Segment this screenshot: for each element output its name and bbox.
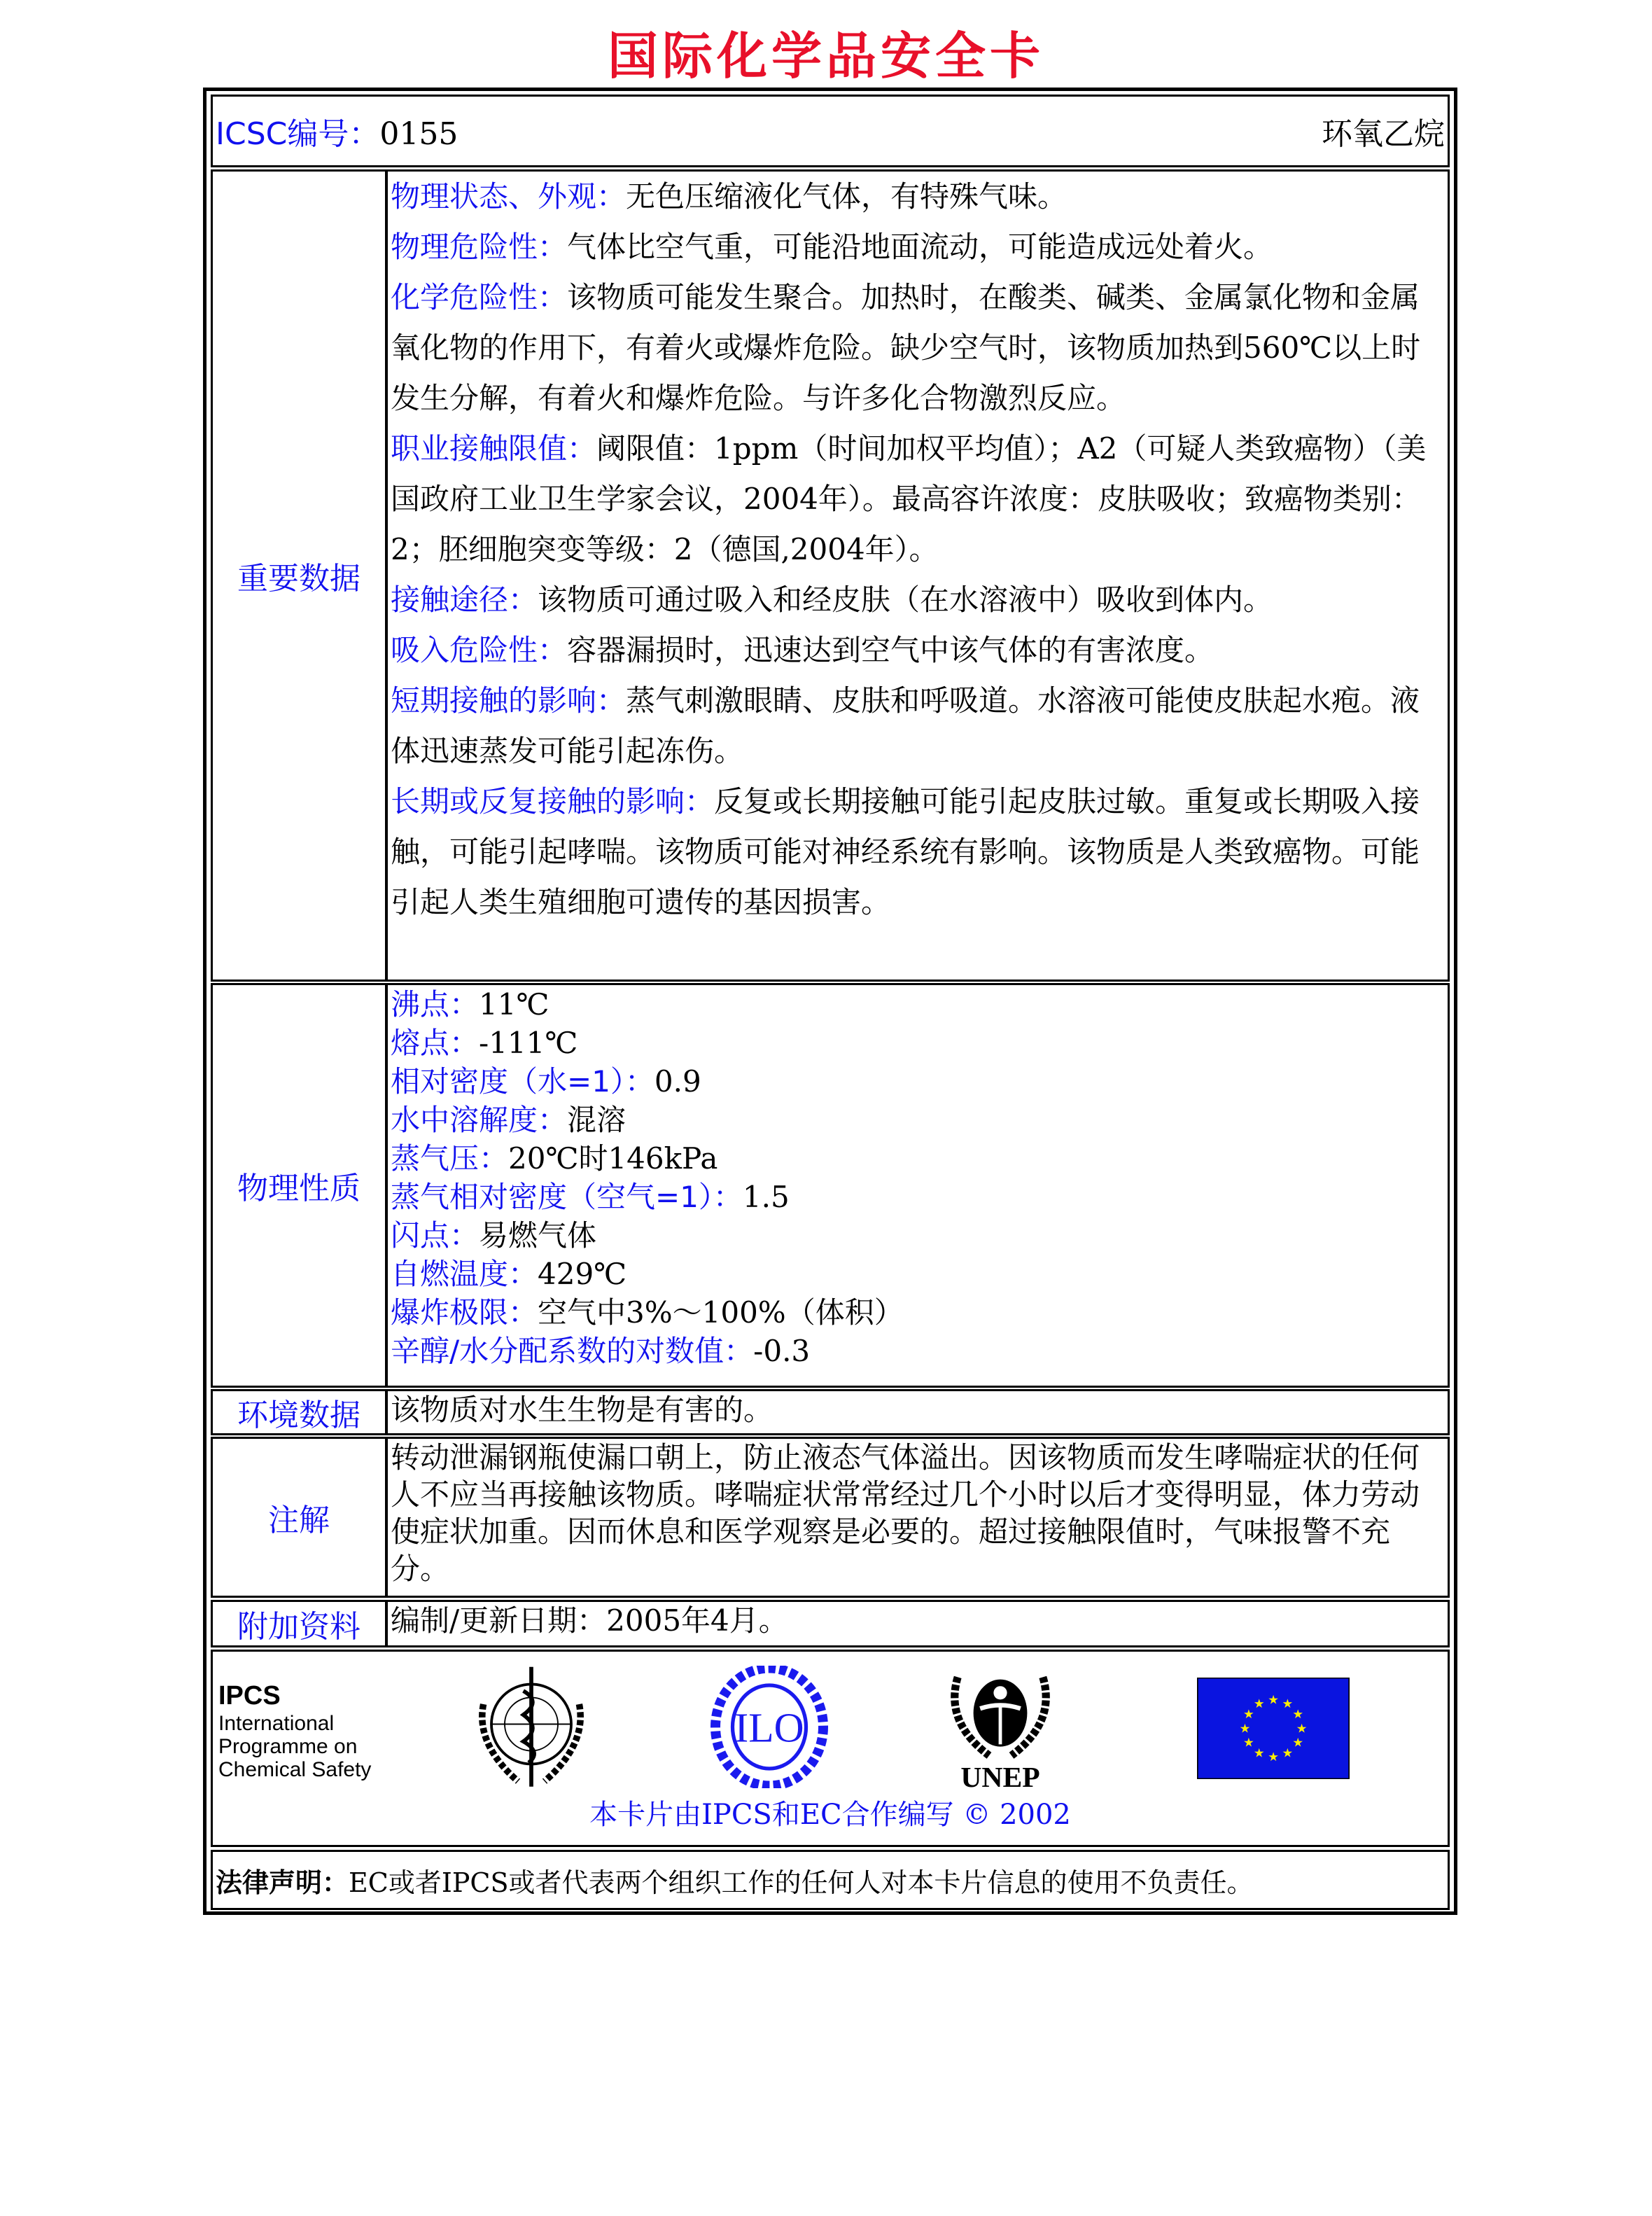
property-key: 物理状态、外观： <box>391 179 626 214</box>
notes-label: 注解 <box>213 1439 388 1596</box>
chemical-safety-card <box>203 88 1457 1915</box>
property-value: 反复或长期接触可能引起皮肤过敏。重复或长期吸入接触，可能引起哮喘。该物质可能对神经系统有影响。该物质是人类致癌物。可能引起人类生殖细胞可遗传的基因损害。 <box>391 784 1420 919</box>
property-value: -0.3 <box>753 1334 811 1368</box>
icsc-number <box>216 109 458 153</box>
property-key: 蒸气压： <box>391 1141 509 1176</box>
property-item <box>391 424 1448 575</box>
property-item <box>391 575 1448 625</box>
property-value: 空气中3%～100%（体积） <box>538 1295 904 1330</box>
additional-text: 编制/更新日期：2005年4月。 <box>391 1603 788 1638</box>
property-key: 吸入危险性： <box>391 633 568 667</box>
property-key: 自燃温度： <box>391 1257 538 1291</box>
property-item <box>391 1139 1448 1178</box>
property-key: 短期接触的影响： <box>391 683 626 718</box>
credit-text: 本卡片由IPCS和EC合作编写 © 2002 <box>589 1799 1071 1831</box>
ilo-text: ILO <box>734 1704 804 1751</box>
property-value: -111℃ <box>479 1026 578 1060</box>
property-key: 物理危险性： <box>391 230 568 264</box>
additional-label: 附加资料 <box>213 1602 388 1645</box>
eu-star-icon: ★ <box>1292 1736 1303 1750</box>
property-item <box>391 625 1448 676</box>
property-value: 11℃ <box>479 987 550 1022</box>
property-value: 阈限值：1ppm（时间加权平均值）；A2（可疑人类致癌物）（美国政府工业卫生学家会议，2004年）。最高容许浓度：皮肤吸收；致癌物类别：2；胚细胞突变等级：2（德国,2004年）。 <box>391 431 1427 566</box>
ipcs-abbr: IPCS <box>218 1681 281 1710</box>
eu-star-icon: ★ <box>1282 1697 1294 1712</box>
additional-row <box>211 1600 1450 1647</box>
property-value: 混溶 <box>567 1103 626 1137</box>
property-item <box>391 1024 1448 1062</box>
property-item <box>391 1062 1448 1101</box>
eu-star-icon: ★ <box>1292 1708 1303 1722</box>
property-item <box>391 776 1448 928</box>
property-key: 职业接触限值： <box>391 431 597 466</box>
ipcs-line: Programme on <box>218 1735 358 1758</box>
header-row <box>211 95 1450 167</box>
unep-text: UNEP <box>960 1761 1040 1792</box>
property-item <box>391 985 1448 1024</box>
property-key: 接触途径： <box>391 583 538 617</box>
icsc-value: 0155 <box>379 116 458 152</box>
environmental-label: 环境数据 <box>213 1391 388 1433</box>
property-item <box>391 1101 1448 1139</box>
legal-key: 法律声明： <box>216 1867 349 1898</box>
eu-star-icon: ★ <box>1282 1746 1294 1761</box>
ipcs-line: International <box>218 1712 335 1735</box>
property-value: 该物质可通过吸入和经皮肤（在水溶液中）吸收到体内。 <box>538 583 1273 617</box>
physical-properties-label: 物理性质 <box>213 985 388 1386</box>
property-item <box>391 1332 1448 1370</box>
property-value: 20℃时146kPa <box>508 1141 718 1176</box>
property-value: 该物质可能发生聚合。加热时，在酸类、碱类、金属氯化物和金属氧化物的作用下，有着火或爆炸危险。缺少空气时，该物质加热到560℃以上时发生分解，有着火和爆炸危险。与许多化合物激烈反应。 <box>391 280 1421 415</box>
property-item <box>391 1216 1448 1255</box>
notes-row <box>211 1437 1450 1598</box>
important-data-row <box>211 169 1450 982</box>
who-emblem-icon <box>465 1664 598 1797</box>
property-value: 气体比空气重，可能沿地面流动，可能造成远处着火。 <box>567 230 1273 264</box>
physical-properties-content <box>389 985 1448 1386</box>
property-key: 爆炸极限： <box>391 1295 538 1330</box>
eu-star-icon: ★ <box>1239 1722 1251 1736</box>
physical-properties-row <box>211 983 1450 1388</box>
notes-text: 转动泄漏钢瓶使漏口朝上，防止液态气体溢出。因该物质而发生哮喘症状的任何人不应当再接触该物质。哮喘症状常常经过几个小时以后才变得明显，体力劳动使症状加重。因而休息和医学观察是必要的。超过接触限值时，气味报警不充分。 <box>391 1440 1420 1586</box>
property-key: 化学危险性： <box>391 280 568 314</box>
property-value: 容器漏损时，迅速达到空气中该气体的有害浓度。 <box>567 633 1214 667</box>
property-value: 无色压缩液化气体，有特殊气味。 <box>626 179 1068 214</box>
legal-row <box>211 1850 1450 1910</box>
legal-text: EC或者IPCS或者代表两个组织工作的任何人对本卡片信息的使用不负责任。 <box>349 1867 1254 1898</box>
ipcs-text <box>218 1680 371 1781</box>
property-key: 水中溶解度： <box>391 1103 568 1137</box>
eu-star-icon: ★ <box>1268 1693 1279 1708</box>
property-item <box>391 1293 1448 1332</box>
property-item <box>391 1255 1448 1293</box>
important-data-label: 重要数据 <box>213 172 388 980</box>
environmental-row <box>211 1389 1450 1435</box>
eu-star-icon: ★ <box>1296 1722 1308 1736</box>
property-key: 辛醇/水分配系数的对数值： <box>391 1334 754 1368</box>
property-item <box>391 172 1448 222</box>
eu-star-icon: ★ <box>1253 1746 1265 1761</box>
property-item <box>391 222 1448 272</box>
property-value: 易燃气体 <box>479 1218 597 1253</box>
ipcs-line: Chemical Safety <box>218 1758 372 1781</box>
property-item <box>391 676 1448 776</box>
property-item <box>391 1178 1448 1216</box>
property-key: 蒸气相对密度（空气=1）： <box>391 1180 743 1214</box>
property-value: 429℃ <box>538 1257 627 1291</box>
eu-star-icon: ★ <box>1268 1750 1279 1764</box>
property-item <box>391 272 1448 424</box>
ilo-emblem-icon <box>703 1666 836 1788</box>
important-data-content <box>389 172 1448 980</box>
logos-row <box>211 1650 1450 1847</box>
property-value: 蒸气刺激眼睛、皮肤和呼吸道。水溶液可能使皮肤起水疱。液体迅速蒸发可能引起冻伤。 <box>391 683 1420 768</box>
eu-star-icon: ★ <box>1243 1736 1254 1750</box>
property-key: 相对密度（水=1）： <box>391 1064 654 1099</box>
property-value: 1.5 <box>742 1180 790 1214</box>
eu-flag-icon <box>1197 1678 1350 1779</box>
page-title: 国际化学品安全卡 <box>607 27 1044 85</box>
property-key: 闪点： <box>391 1218 479 1253</box>
unep-emblem-icon <box>944 1666 1056 1792</box>
eu-star-icon: ★ <box>1243 1708 1254 1722</box>
property-key: 熔点： <box>391 1026 479 1060</box>
icsc-label: ICSC编号： <box>216 116 380 152</box>
property-key: 长期或反复接触的影响： <box>391 784 715 818</box>
substance-name: 环氧乙烷 <box>1322 116 1445 152</box>
property-key: 沸点： <box>391 987 479 1022</box>
eu-star-icon: ★ <box>1253 1697 1265 1712</box>
environmental-text: 该物质对水生生物是有害的。 <box>391 1393 774 1427</box>
property-value: 0.9 <box>654 1064 701 1099</box>
legal-notice <box>213 1852 1448 1908</box>
